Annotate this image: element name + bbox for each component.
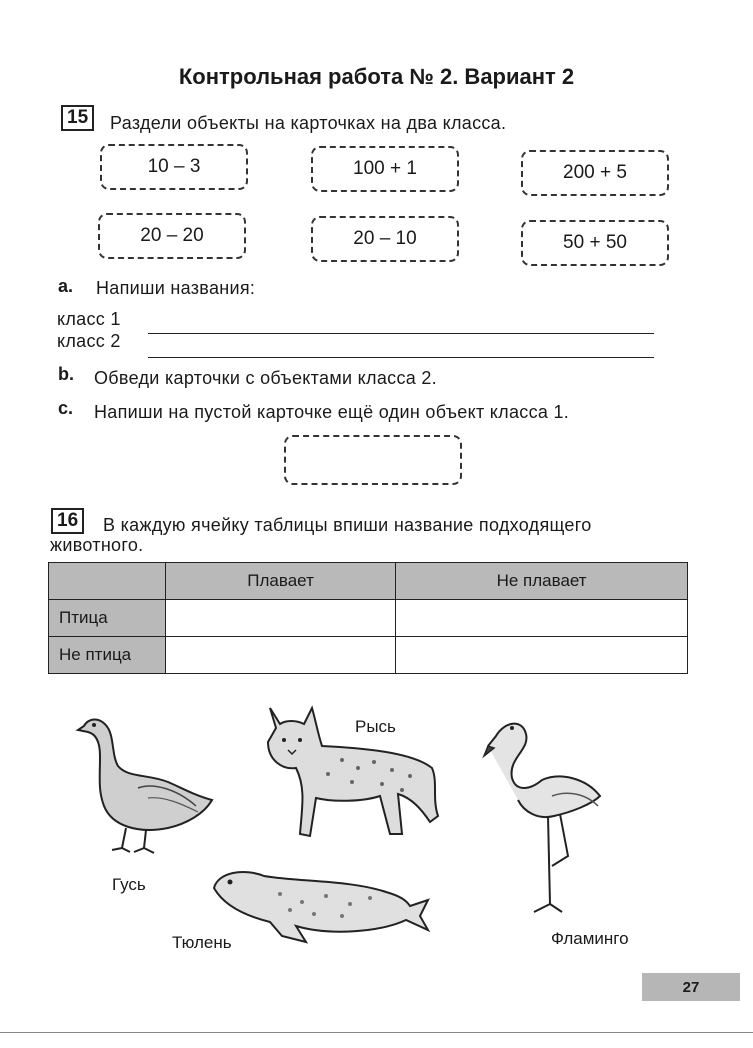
- cell-bird-swims[interactable]: [166, 600, 396, 637]
- page-title: Контрольная работа № 2. Вариант 2: [178, 64, 575, 89]
- task-16-text-line2: животного.: [50, 535, 144, 555]
- class1-label: класс 1: [57, 309, 121, 329]
- empty-card[interactable]: [284, 435, 462, 485]
- subtask-b-text: Обведи карточки с объектами класса 2.: [94, 368, 437, 388]
- task-15-number: 15: [61, 105, 94, 131]
- flamingo-label: Фламинго: [551, 929, 629, 948]
- flamingo-illustration: [482, 716, 610, 921]
- table-header-row: [49, 563, 688, 600]
- class1-answer-line[interactable]: [148, 333, 654, 334]
- subtask-a-letter: a.: [58, 276, 74, 296]
- class2-answer-line[interactable]: [148, 357, 654, 358]
- subtask-a-text: Напиши названия:: [96, 278, 256, 298]
- page-number: 27: [642, 973, 740, 1001]
- table-corner-cell: [49, 563, 166, 600]
- goose-illustration: [78, 708, 218, 858]
- column-header-not-swims: Не плавает: [396, 563, 688, 600]
- card-2[interactable]: 100 + 1: [311, 146, 459, 192]
- animals-table: [48, 562, 688, 674]
- table-row: [49, 600, 688, 637]
- card-5[interactable]: 20 – 10: [311, 216, 459, 262]
- seal-illustration: [210, 866, 430, 946]
- lynx-label: Рысь: [355, 717, 396, 736]
- card-3[interactable]: 200 + 5: [521, 150, 669, 196]
- card-4[interactable]: 20 – 20: [98, 213, 246, 259]
- subtask-b-letter: b.: [58, 364, 74, 384]
- cell-not-bird-swims[interactable]: [166, 637, 396, 674]
- bottom-divider: [0, 1032, 753, 1033]
- card-1[interactable]: 10 – 3: [100, 144, 248, 190]
- task-15-text: Раздели объекты на карточках на два класса.: [110, 113, 507, 133]
- row-header-bird: Птица: [49, 600, 166, 637]
- task-16-number: 16: [51, 508, 84, 534]
- seal-label: Тюлень: [172, 933, 232, 952]
- table-row: [49, 637, 688, 674]
- cell-bird-not-swims[interactable]: [396, 600, 688, 637]
- row-header-not-bird: Не птица: [49, 637, 166, 674]
- column-header-swims: Плавает: [166, 563, 396, 600]
- cell-not-bird-not-swims[interactable]: [396, 637, 688, 674]
- lynx-illustration: [262, 698, 444, 843]
- subtask-c-letter: c.: [58, 398, 74, 418]
- class2-label: класс 2: [57, 331, 121, 351]
- task-16-text-line1: В каждую ячейку таблицы впиши название подходящего: [103, 515, 592, 535]
- subtask-c-text: Напиши на пустой карточке ещё один объект класса 1.: [94, 402, 570, 422]
- goose-label: Гусь: [112, 875, 146, 894]
- card-6[interactable]: 50 + 50: [521, 220, 669, 266]
